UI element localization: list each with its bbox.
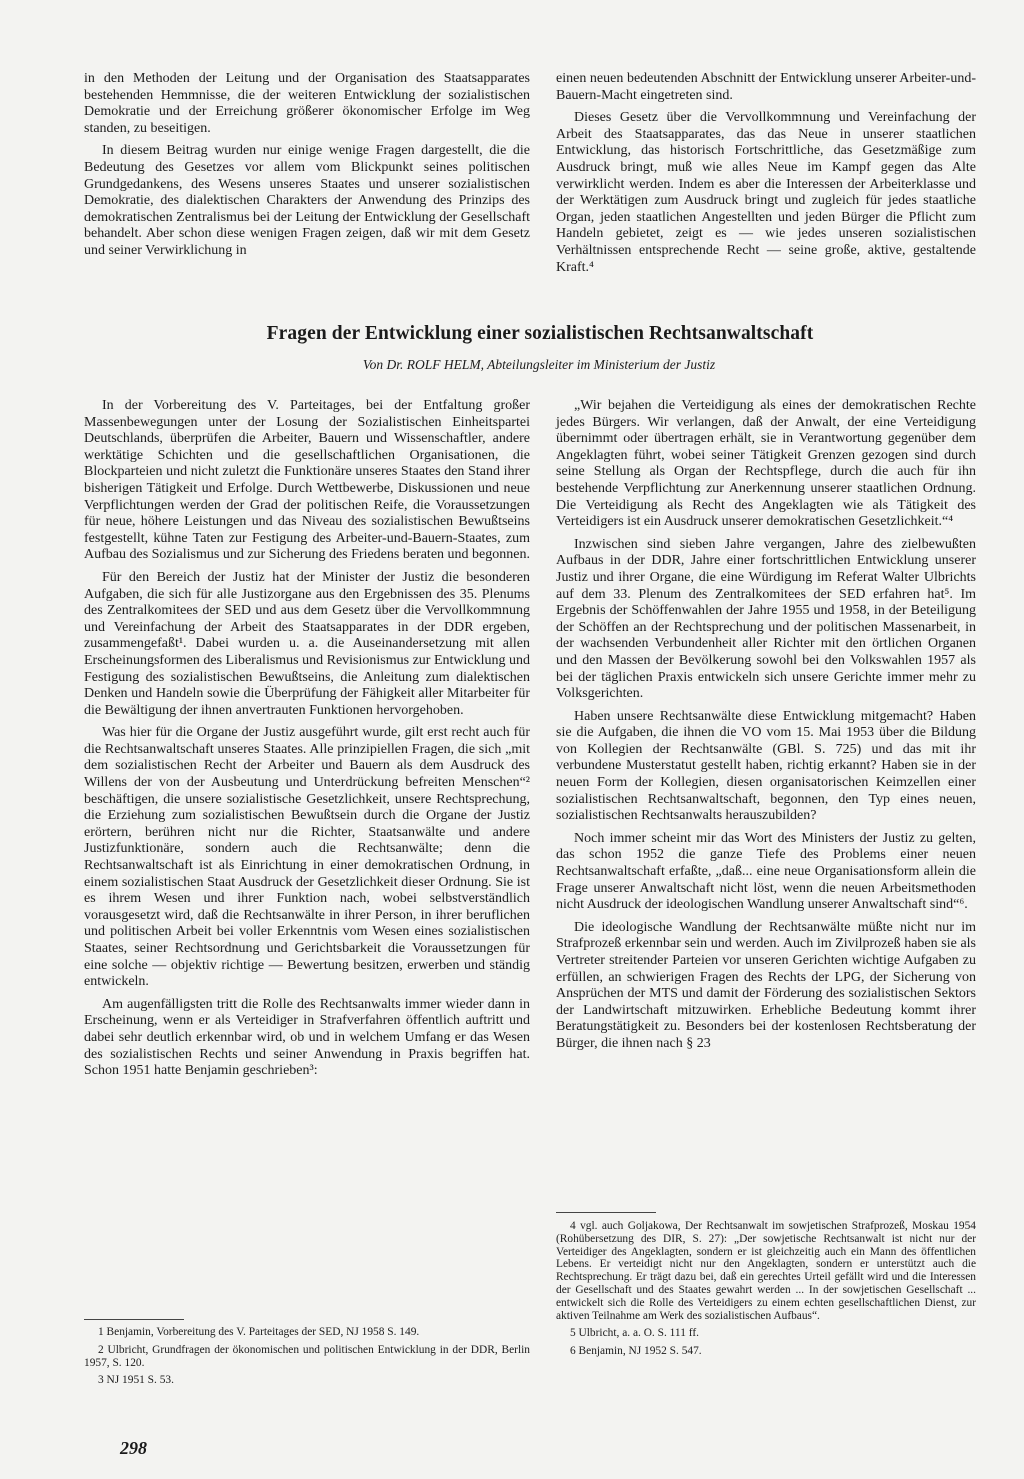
paragraph: einen neuen bedeutenden Abschnitt der Entwicklung unserer Arbeiter-und-Bauern-Macht eingetreten sind. bbox=[556, 71, 976, 103]
paragraph: Inzwischen sind sieben Jahre vergangen, Jahre des zielbewußten Aufbaus in der DDR, Jahre einer fortschrittlichen Entwicklung unserer Justiz und ihrer Organe, die eine Würdigung im Referat Walter Ulbrichts auf dem 33. Plenum des Zentralkomitees der SED erfahren hat⁵. Im Ergebnis der Schöffenwahlen der Jahre 1955 und 1958, in der Beteiligung der Schöffen an der Rechtsprechung und der politischen Massenarbeit, in der wachsenden Verbundenheit aller Richter mit den örtlichen Organen und den Massen der Bevölkerung sowohl bei den Volkswahlen 1957 als bei der täglichen Praxis entwickeln sich unsere Gerichte immer mehr zu Volksgerichten. bbox=[556, 536, 976, 702]
footnote-divider bbox=[84, 1319, 184, 1320]
article-left-column bbox=[84, 398, 530, 1086]
top-left-column bbox=[84, 71, 530, 266]
paragraph: Haben unsere Rechtsanwälte diese Entwicklung mitgemacht? Haben sie die Aufgaben, die ihnen die VO vom 15. Mai 1953 über die Bildung von Kollegien der Rechtsanwälte (GBl. S. 725) und das mit ihr verbundene Musterstatut gestellt haben, richtig erkannt? Haben sie in der neuen Form der Kollegien, diesen organisatorischen Keimzellen einer sozialistischen Rechtsanwaltschaft, begonnen, den Typ eines neuen, sozialistischen Rechtsanwalts herauszubilden? bbox=[556, 708, 976, 824]
paragraph: Die ideologische Wandlung der Rechtsanwälte müßte nicht nur im Strafprozeß erkennbar sein und werden. Auch im Zivilprozeß haben sie als Vertreter streitender Parteien vor unseren Gerichten wichtige Aufgaben zu erfüllen, an schwierigen Fragen des Rechts der LPG, der Sicherung von Ansprüchen der MTS und damit der Förderung des sozialistischen Sektors der Landwirtschaft mitzuwirken. Erhebliche Bedeutung kommt ihrer Beratungstätigkeit zu. Besonders bei der kostenlosen Rechtsberatung der Bürger, die ihnen nach § 23 bbox=[556, 919, 976, 1051]
page-number: 298 bbox=[120, 1438, 147, 1458]
top-right-column bbox=[556, 71, 976, 282]
article-right-column bbox=[556, 398, 976, 1059]
footnote: 6 Benjamin, NJ 1952 S. 547. bbox=[570, 1345, 702, 1358]
article-byline: Von Dr. ROLF HELM, Abteilungsleiter im Ministerium der Justiz bbox=[362, 357, 716, 372]
paragraph: In der Vorbereitung des V. Parteitages, bei der Entfaltung großer Massenbewegungen unter der Losung der Sozialistischen Einheitspartei Deutschlands, überprüfen die Arbeiter, Bauern und Wissenschaftler, andere werktätige Schichten und die gesellschaftlichen Organisationen, die Blockparteien und nicht zuletzt die Funktionäre unseres Staates den Stand ihrer bisherigen Tätigkeit und Erfolge. Durch Wettbewerbe, Diskussionen und neue Verpflichtungen werden der Grad der politischen Reife, die Voraussetzungen für neue, höhere Leistungen und das Niveau des sozialistischen Bewußtseins festgestellt, kühne Taten zur Festigung des Arbeiter-und-Bauern-Staates, zum Aufbau des Sozialismus und zur Sicherung des Friedens beraten und begonnen. bbox=[84, 398, 530, 563]
paragraph: „Wir bejahen die Verteidigung als eines der demokratischen Rechte jedes Bürgers. Wir verlangen, daß der Anwalt, der eine Verteidigung übernimmt oder übertragen erhält, sie in Verantwortung gegenüber dem Angeklagten führt, wobei seiner Tätigkeit Grenzen gezogen sind durch seine Stellung als Organ der Rechtspflege, durch die auch für ihn bestehende Verpflichtung zur Anerkennung unserer staatlichen Ordnung. Die Verteidigung als Recht des Angeklagten wie als Tätigkeit des Verteidigers ist ein Ausdruck unserer demokratischen Gesetzlichkeit.“⁴ bbox=[556, 398, 976, 530]
paragraph: in den Methoden der Leitung und der Organisation des Staatsapparates bestehenden Hemmnisse, die der weiteren Entwicklung der sozialistischen Demokratie und der Erreichung größerer ökonomischer Erfolge im Weg standen, zu beseitigen. bbox=[84, 71, 530, 136]
paragraph: Für den Bereich der Justiz hat der Minister der Justiz die besonderen Aufgaben, die sich für alle Justizorgane aus den Ergebnissen des 35. Plenums des Zentralkomitees der SED und aus dem Gesetz über die Vervollkommnung und Vereinfachung der Arbeit des Staatsapparates in der DDR ergeben, zusammengefaßt¹. Dabei wurden u. a. die Auseinandersetzung mit allen Erscheinungsformen des Liberalismus und Revisionismus zur Entwicklung und Festigung des sozialistischen Bewußtseins, die Anleitung zum dialektischen Denken und Handeln sowie die Überprüfung der Fähigkeit aller Mitarbeiter für die Bewältigung der ihnen anvertrauten Funktionen hervorgehoben. bbox=[84, 569, 530, 718]
footnote-divider bbox=[556, 1212, 656, 1213]
footnotes-left bbox=[84, 1326, 530, 1392]
footnote: 5 Ulbricht, a. a. O. S. 111 ff. bbox=[570, 1327, 699, 1340]
paragraph: Am augenfälligsten tritt die Rolle des Rechtsanwalts immer wieder dann in Erscheinung, wenn er als Verteidiger in Strafverfahren öffentlich auftritt und dabei sehr deutlich erkennbar wird, ob und in welchem Umfang er das Wesen des sozialistischen Rechts und seiner Anwendung in Praxis begriffen hat. Schon 1951 hatte Benjamin geschrieben³: bbox=[84, 996, 530, 1079]
article-title: Fragen der Entwicklung einer sozialistischen Rechtsanwaltschaft bbox=[266, 323, 814, 344]
footnotes-right bbox=[556, 1220, 976, 1363]
footnote: 4 vgl. auch Goljakowa, Der Rechtsanwalt im sowjetischen Strafprozeß, Moskau 1954 (Rohübersetzung des DIR, S. 27): „Der sowjetische Rechtsanwalt ist nicht nur der Verteidiger des Angeklagten, sondern er ist gleichzeitig auch ein Mann des öffentlichen Lebens. Er verteidigt nicht nur den Angeklagten, sondern er unterstützt auch die Rechtsprechung. Er trägt dazu bei, daß ein gerechtes Urteil gefällt wird und die Interessen der Gesellschaft und des Staates gewahrt werden ... In der sowjetischen Gesellschaft ... entwickelt sich die Rolle des Verteidigers zu einem echten gesellschaftlichen Dienst, zur aktiven Teilnahme am Werk des sozialistischen Aufbaus“. bbox=[556, 1220, 976, 1322]
paragraph: Noch immer scheint mir das Wort des Ministers der Justiz zu gelten, das schon 1952 die ganze Tiefe des Problems einer neuen Rechtsanwaltschaft erfaßte, „daß... eine neue Organisationsform allein die Frage unserer Anwaltschaft nicht löst, wenn die neuen Arbeitsmethoden nicht Ausdruck der ideologischen Wandlung unserer Anwaltschaft sind“⁶. bbox=[556, 830, 976, 913]
paragraph: Dieses Gesetz über die Vervollkommnung und Vereinfachung der Arbeit des Staatsapparates, das das Neue in unserer staatlichen Entwicklung, das historisch Fortschrittliche, das Gesetzmäßige zum Ausdruck bringt, muß wie alles Neue im Kampf gegen das Alte verwirklicht werden. Indem es aber die Interessen der Arbeiterklasse und der Werktätigen zum Ausdruck bringt und zugleich für jedes staatliche Organ, jeden staatlichen Angestellten und jeden Bürger die Pflicht zum Handeln gebietet, zeigt es — wie jedes unseren sozialistischen Verhältnissen entsprechende Recht — seine große, aktive, gestaltende Kraft.⁴ bbox=[556, 110, 976, 275]
paragraph: In diesem Beitrag wurden nur einige wenige Fragen dargestellt, die die Bedeutung des Gesetzes vor allem vom Blickpunkt seines politischen Grundgedankens, des Wesens unseres Staates und unserer sozialistischen Demokratie, des dialektischen Charakters der Anwendung des Prinzips des demokratischen Zentralismus bei der Leitung der Entwicklung der Gesellschaft behandelt. Aber schon diese wenigen Fragen zeigen, daß wir mit dem Gesetz und seiner Verwirklichung in bbox=[84, 143, 530, 258]
footnote: 1 Benjamin, Vorbereitung des V. Parteitages der SED, NJ 1958 S. 149. bbox=[98, 1326, 420, 1338]
footnote: 2 Ulbricht, Grundfragen der ökonomischen und politischen Entwicklung in der DDR, Berlin 1957, S. 120. bbox=[84, 1343, 530, 1369]
paragraph: Was hier für die Organe der Justiz ausgeführt wurde, gilt erst recht auch für die Rechtsanwaltschaft unseres Staates. Alle prinzipiellen Fragen, die sich „mit dem sozialistischen Recht der Arbeiter und Bauern als dem Ausdruck des Willens der von der Ausbeutung und Unterdrückung befreiten Menschen“² beschäftigen, die unsere sozialistische Gesetzlichkeit, unsere Rechtsprechung, die Erziehung zum sozialistischen Bewußtsein durch die Organe der Justiz erörtern, berühren nicht nur die Richter, Staatsanwälte und andere Justizfunktionäre, sondern auch die Rechtsanwälte; denn die Rechtsanwaltschaft ist als Einrichtung in einer demokratischen Ordnung, in einem sozialistischen Staat Ausdruck der Gesetzlichkeit dieser Ordnung. Sie ist es ihrem Wesen und ihrer Funktion nach, wobei selbstverständlich vorausgesetzt wird, daß die Rechtsanwälte in ihrer Person, in ihrer beruflichen und politischen Arbeit bei voller Erkenntnis vom Wesen eines sozialistischen Staates, seiner Rechtsordnung und Gerichtsbarkeit die Voraussetzungen für eine solche — objektiv richtige — Bewertung besitzen, erwerben und ständig entwickeln. bbox=[84, 725, 530, 990]
footnote: 3 NJ 1951 S. 53. bbox=[98, 1374, 174, 1387]
